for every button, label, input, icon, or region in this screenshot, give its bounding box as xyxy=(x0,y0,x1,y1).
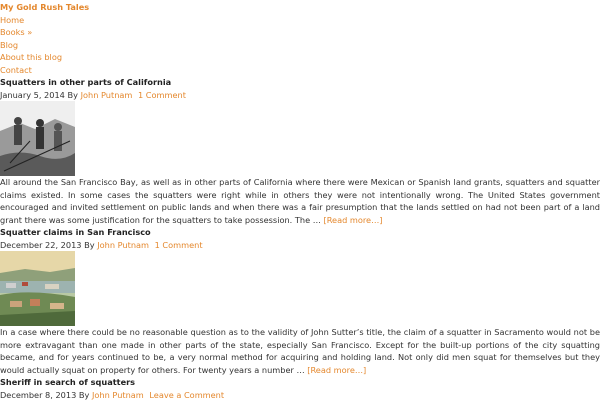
nav-link-home[interactable]: Home xyxy=(0,15,24,25)
post-title[interactable]: Sheriff in search of squatters xyxy=(0,376,600,389)
post-excerpt-text: All around the San Francisco Bay, as well as in other parts of California where there were Mexican or Spanish land grants, squatters and squatter claims existed. In some cases the squatters were right while in others they were not intentionally wrong. The United States government encouraged and invited settlement on public lands and when there was a fair presumption that the lands settled on had not been part of a land grant there was some justification for the squatters to take possession. The … xyxy=(0,177,600,225)
san-francisco-postcard-image xyxy=(0,251,75,326)
nav-link-books[interactable]: Books » xyxy=(0,27,32,37)
post xyxy=(0,76,600,226)
post-meta xyxy=(0,389,600,401)
post-date: December 8, 2013 xyxy=(0,390,76,400)
post-by: By xyxy=(84,240,94,250)
post-comments-link[interactable]: 1 Comment xyxy=(138,90,186,100)
post-thumbnail[interactable] xyxy=(0,101,75,176)
main-nav xyxy=(0,14,600,77)
read-more-link[interactable]: [Read more…] xyxy=(324,215,383,225)
post-date: December 22, 2013 xyxy=(0,240,82,250)
post-excerpt xyxy=(0,326,600,376)
squatters-engraving-image xyxy=(0,101,75,176)
post-title[interactable]: Squatters in other parts of California xyxy=(0,76,600,89)
nav-link-about[interactable]: About this blog xyxy=(0,52,62,62)
post xyxy=(0,376,600,401)
post-author-link[interactable]: John Putnam xyxy=(92,390,144,400)
post-by: By xyxy=(68,90,78,100)
post-title[interactable]: Squatter claims in San Francisco xyxy=(0,226,600,239)
post-by: By xyxy=(79,390,89,400)
nav-item-about xyxy=(0,51,600,64)
post-comments-link[interactable]: 1 Comment xyxy=(155,240,203,250)
site-title-link[interactable]: My Gold Rush Tales xyxy=(0,1,600,14)
nav-item-books xyxy=(0,26,600,39)
post-author-link[interactable]: John Putnam xyxy=(97,240,149,250)
nav-item-blog xyxy=(0,39,600,52)
post-excerpt-text: In a case where there could be no reasonable question as to the validity of John Sutter’s title, the claim of a squatter in Sacramento would not be more extravagant than one made in other parts of the state, especially San Francisco. Except for the built-up portions of the city squatting became, and for years continued to be, a very normal method for acquiring and holding land. Not only did men squat for themselves but they would actually squat on property for others. For twenty years a number … xyxy=(0,327,600,375)
post-date: January 5, 2014 xyxy=(0,90,65,100)
nav-item-home xyxy=(0,14,600,27)
post-author-link[interactable]: John Putnam xyxy=(81,90,133,100)
post-comments-link[interactable]: Leave a Comment xyxy=(149,390,224,400)
post-thumbnail[interactable] xyxy=(0,251,75,326)
post-meta xyxy=(0,239,600,252)
post xyxy=(0,226,600,376)
nav-item-contact xyxy=(0,64,600,77)
post-meta xyxy=(0,89,600,102)
nav-link-blog[interactable]: Blog xyxy=(0,40,18,50)
nav-link-contact[interactable]: Contact xyxy=(0,65,32,75)
post-excerpt xyxy=(0,176,600,226)
read-more-link[interactable]: [Read more…] xyxy=(307,365,366,375)
